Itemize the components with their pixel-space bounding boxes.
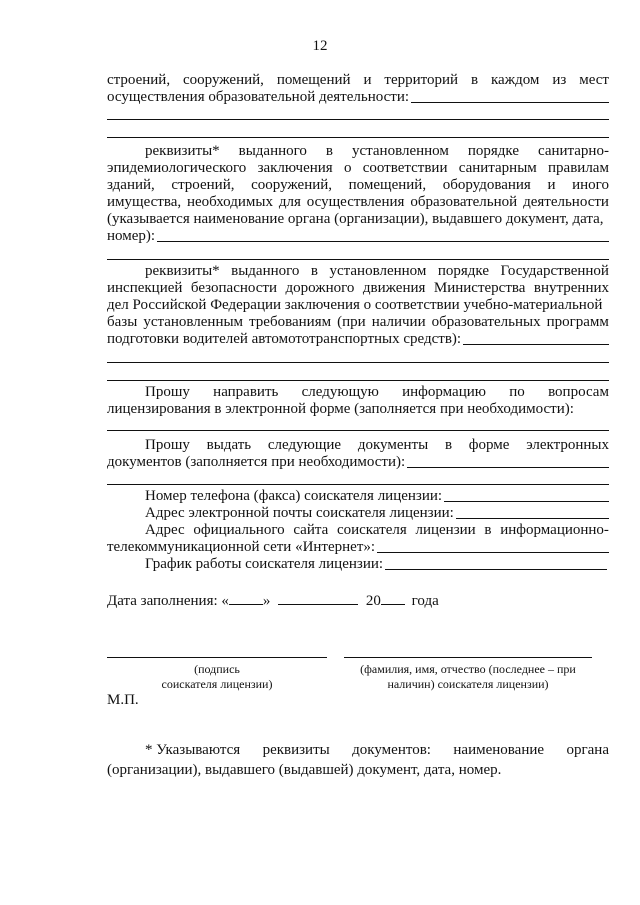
word: заключения — [257, 160, 333, 176]
word: порядке — [467, 143, 519, 159]
word: в — [444, 437, 453, 453]
word: электронных — [526, 437, 609, 453]
word: для — [278, 194, 301, 210]
word: следующую — [301, 384, 379, 400]
word: соискателя — [336, 522, 407, 538]
signature-caption-1: (подпись — [194, 662, 240, 676]
word: движения — [362, 280, 426, 296]
word: о — [343, 160, 352, 176]
date-quote-close: » — [262, 593, 271, 609]
word: сайта — [293, 522, 329, 538]
word: мест — [579, 72, 609, 88]
word: базы — [107, 314, 138, 330]
word: форме — [468, 437, 510, 453]
word: оборудования — [442, 177, 531, 193]
word: и — [363, 72, 372, 88]
word: Прошу — [145, 437, 190, 453]
fullname-caption-1: (фамилия, имя, отчество (последнее – при — [360, 662, 576, 676]
word: деятельности — [523, 194, 609, 210]
word: наличии — [371, 314, 426, 330]
stamp-mark: М.П. — [107, 692, 139, 708]
word: направить — [213, 384, 279, 400]
footnote-line2: (организации), выдавшего (выдавшей) документ, дата, номер. — [107, 762, 502, 778]
word: реквизиты — [262, 742, 330, 758]
word: имущества, — [107, 194, 182, 210]
s2-line3 — [107, 177, 609, 194]
word: программ — [546, 314, 609, 330]
date-row — [107, 593, 439, 610]
s2-blank-line[interactable] — [107, 259, 609, 260]
s3-blank-line-1[interactable] — [107, 362, 609, 363]
word: образовательной — [410, 194, 518, 210]
word: документы — [357, 437, 429, 453]
phone-label: Номер телефона (факса) соискателя лицензии: — [145, 488, 443, 504]
word: * Указываются — [145, 742, 241, 758]
word: Министерства — [433, 280, 526, 296]
word: установленном — [352, 143, 449, 159]
word: санитарным — [458, 160, 537, 176]
word: санитарно- — [537, 143, 609, 159]
s3-line4 — [107, 314, 609, 331]
word: установленном — [329, 263, 427, 279]
signature-caption-2: соискателя лицензии) — [161, 677, 273, 691]
word: сооружений, — [183, 72, 264, 88]
page-number: 12 — [312, 38, 328, 54]
word: в — [484, 522, 492, 538]
word: осуществления — [306, 194, 405, 210]
word: сооружений, — [251, 177, 333, 193]
word: в — [310, 263, 319, 279]
word: по — [509, 384, 525, 400]
website-field[interactable] — [107, 539, 609, 556]
word: инспекцией — [107, 280, 183, 296]
s5-blank-line[interactable] — [107, 484, 609, 485]
s2-line1 — [145, 143, 609, 160]
s4-line1 — [145, 384, 609, 401]
fullname-line[interactable] — [344, 657, 592, 658]
word: Государственной — [500, 263, 609, 279]
word: каждом — [491, 72, 540, 88]
s3-line1 — [145, 263, 609, 280]
s4-blank-line[interactable] — [107, 430, 609, 431]
word: информационно- — [500, 522, 609, 538]
word: документов: — [352, 742, 431, 758]
s5-line2-label: документов (заполняется при необходимости): — [107, 454, 406, 470]
s1-line1 — [107, 72, 609, 89]
s3-line2 — [107, 280, 609, 297]
word: выданного — [231, 263, 300, 279]
s1-blank-line-2[interactable] — [107, 137, 609, 138]
s3-blank-line-2[interactable] — [107, 380, 609, 381]
word: зданий, — [107, 177, 155, 193]
s1-line2[interactable] — [107, 89, 609, 106]
date-year-field[interactable] — [381, 593, 405, 605]
word: строений, — [171, 177, 235, 193]
word: и — [547, 177, 556, 193]
word: порядке — [437, 263, 489, 279]
date-day-field[interactable] — [229, 593, 263, 605]
word: помещений, — [348, 177, 427, 193]
s5-line2[interactable] — [107, 454, 609, 471]
word: из — [552, 72, 567, 88]
word: безопасности — [190, 280, 278, 296]
date-year-suffix: года — [411, 593, 439, 609]
s3-line3: дел Российской Федерации заключения о соответствии учебно-материальной — [107, 297, 603, 313]
word: внутренних — [533, 280, 609, 296]
s2-line5: (указывается наименование органа (организации), выдавшего документ, дата, — [107, 211, 604, 227]
word: официального — [193, 522, 285, 538]
s1-line2-label: осуществления образовательной деятельности: — [107, 89, 410, 105]
s2-line6[interactable] — [107, 228, 609, 245]
s3-line5-label: подготовки водителей автомототранспортных средств): — [107, 331, 462, 347]
website-label: телекоммуникационной сети «Интернет»: — [107, 539, 376, 555]
s2-line2 — [107, 160, 609, 177]
email-field[interactable] — [145, 505, 609, 522]
word: реквизиты* — [145, 143, 220, 159]
word: Адрес — [145, 522, 185, 538]
s5-line1 — [145, 437, 609, 454]
word: требованиям — [249, 314, 332, 330]
word: реквизиты* — [145, 263, 220, 279]
word: выдать — [206, 437, 252, 453]
word: помещений — [276, 72, 351, 88]
s3-line5[interactable] — [107, 331, 609, 348]
word: лицензии — [415, 522, 476, 538]
word: информацию — [402, 384, 486, 400]
word: наименование — [453, 742, 545, 758]
word: правилам — [548, 160, 609, 176]
word: вопросам — [548, 384, 609, 400]
word: следующие — [267, 437, 342, 453]
word: дорожного — [285, 280, 355, 296]
schedule-label: График работы соискателя лицензии: — [145, 556, 384, 572]
word: в — [470, 72, 479, 88]
word: в — [325, 143, 334, 159]
s2-line4 — [107, 194, 609, 211]
word: выданного — [238, 143, 307, 159]
schedule-field[interactable] — [145, 556, 607, 573]
word: необходимых — [187, 194, 273, 210]
word: образовательных — [431, 314, 541, 330]
date-year-prefix: 20 — [365, 593, 381, 609]
s4-line2: лицензирования в электронной форме (заполняется при необходимости): — [107, 401, 574, 417]
footnote-line1 — [145, 742, 609, 759]
date-label: Дата заполнения: « — [107, 593, 229, 609]
word: установленным — [143, 314, 244, 330]
word: соответствии — [362, 160, 448, 176]
word: иного — [572, 177, 609, 193]
word: строений, — [107, 72, 171, 88]
s2-line6-label: номер): — [107, 228, 156, 244]
s1-blank-line-1[interactable] — [107, 119, 609, 120]
word: эпидемиологического — [107, 160, 247, 176]
phone-field[interactable] — [145, 488, 609, 505]
word: территорий — [384, 72, 459, 88]
date-month-field[interactable] — [278, 593, 358, 605]
word: (при — [337, 314, 366, 330]
email-label: Адрес электронной почты соискателя лицензии: — [145, 505, 454, 521]
word: Прошу — [145, 384, 190, 400]
word: органа — [566, 742, 609, 758]
fullname-caption-2: наличин) соискателя лицензии) — [387, 677, 549, 691]
website-line1 — [145, 522, 609, 539]
signature-line[interactable] — [107, 657, 327, 658]
